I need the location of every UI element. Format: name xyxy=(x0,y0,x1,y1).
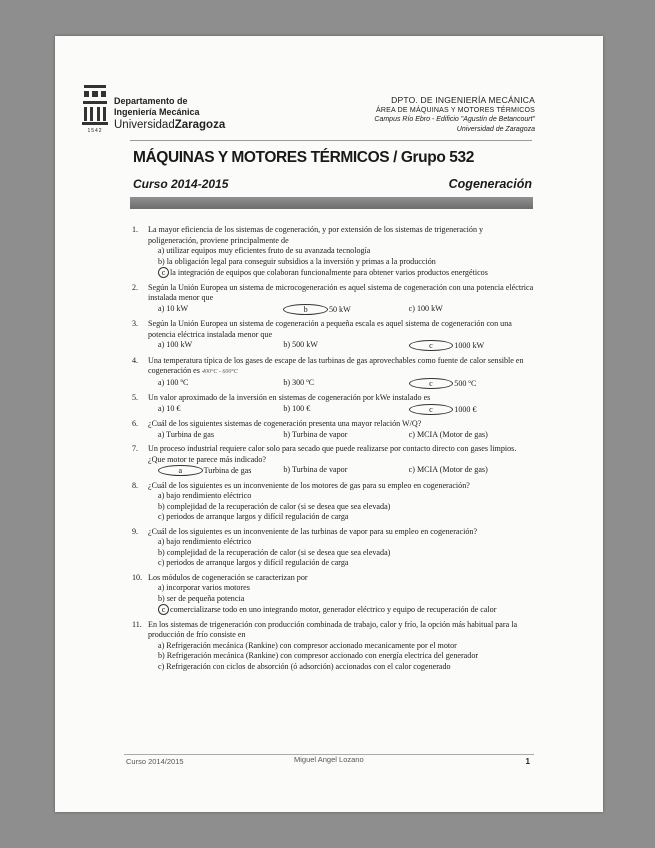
answer-option: c) Refrigeración con ciclos de absorción (ó adsorción) accionados con el calor cogenerado xyxy=(158,661,451,671)
answer-option: a) bajo rendimiento eléctrico xyxy=(158,537,252,546)
answer-option: b) Refrigeración mecánica (Rankine) con compresor accionado con energía electrica del generador xyxy=(158,651,479,660)
page-footer xyxy=(124,754,534,766)
answer-option: a) Turbina de gas xyxy=(158,429,214,439)
question-text: Según la Unión Europea un sistema de microcogeneración es aquel sistema de cogeneración con una potencia eléctrica instalada menor que xyxy=(148,282,534,302)
footer-course: Curso 2014/2015 xyxy=(126,757,184,766)
question-item xyxy=(132,573,534,616)
answer-option: a) utilizar equipos muy eficientes fruto de su avanzada tecnología xyxy=(158,246,371,255)
answer-option: a) 100 kW xyxy=(158,340,193,349)
answer-option: b 50 kW xyxy=(283,304,408,316)
question-item xyxy=(132,527,534,569)
answer-option: a) bajo rendimiento eléctrico xyxy=(158,491,252,500)
answer-option: c 500 ºC xyxy=(409,378,534,390)
question-number: 5. xyxy=(132,393,139,402)
question-number: 2. xyxy=(132,282,139,292)
question-item xyxy=(132,620,534,673)
course-label: Curso 2014-2015 xyxy=(133,177,229,191)
answer-option: a) 10 kW xyxy=(158,303,189,313)
footer-author: Miguel Angel Lozano xyxy=(294,755,364,764)
answer-option: a) 10 € xyxy=(158,403,181,413)
answer-option: a Turbina de gas xyxy=(158,465,283,477)
title-band xyxy=(130,197,533,209)
university-line-2: Ingeniería Mecánica xyxy=(114,107,200,117)
answer-option: c) periodos de arranque largos y difícil regulación de carga xyxy=(158,512,349,521)
question-item xyxy=(132,225,534,279)
university-line-3: UniversidadZaragoza xyxy=(114,119,226,131)
answer-option: b) 300 ºC xyxy=(283,377,315,387)
question-text: ¿Cuál de los siguientes sistemas de cogeneración presenta una mayor relación W/Q? xyxy=(148,419,422,428)
header-divider xyxy=(130,140,532,141)
logo-year: 1542 xyxy=(87,128,103,134)
question-text: Una temperatura típica de los gases de escape de las turbinas de gas aprovechables como fuente de calor sensible en cogeneración es 400°C - 600°C xyxy=(148,355,524,375)
question-number: 3. xyxy=(132,319,139,328)
question-text: Los módulos de cogeneración se caracterizan por xyxy=(148,572,308,582)
question-item xyxy=(132,319,534,352)
answer-option: a) incorporar varios motores xyxy=(158,583,250,592)
answer-option: b) ser de pequeña potencia xyxy=(158,593,245,603)
question-number: 6. xyxy=(132,419,139,428)
circled-answer-mark: c xyxy=(409,378,454,389)
dept-line-2: ÁREA DE MÁQUINAS Y MOTORES TÉRMICOS xyxy=(376,106,535,114)
question-number: 9. xyxy=(132,526,139,536)
answer-option: b) la obligación legal para conseguir subsidios a la inversión y primas a la producción xyxy=(158,256,436,266)
answer-option: b) 500 kW xyxy=(283,340,318,349)
question-list xyxy=(132,225,534,676)
university-block xyxy=(114,96,225,132)
question-item xyxy=(132,283,534,316)
department-block xyxy=(374,96,535,134)
question-text: En los sistemas de trigeneración con producción combinada de trabajo, calor y frío, la opción más habitual para la producción de frío consiste en xyxy=(148,619,518,639)
question-item xyxy=(132,356,534,390)
question-text: ¿Cuál de los siguientes es un inconveniente de las turbinas de vapor para su empleo en cogeneración? xyxy=(148,526,478,536)
circled-answer-mark: c xyxy=(409,404,454,415)
answer-option: c) MCIA (Motor de gas) xyxy=(408,465,488,474)
question-item xyxy=(132,481,534,523)
question-item xyxy=(132,444,534,477)
answer-option: a) 100 ºC xyxy=(158,377,189,387)
answer-option: b) Turbina de vapor xyxy=(283,465,348,474)
answer-option: c 1000 € xyxy=(409,404,534,416)
answer-option: c la integración de equipos que colaboran funcionalmente para obtener varios productos energéticos xyxy=(158,267,534,279)
answer-option: b) 100 € xyxy=(283,403,311,413)
question-text: Un proceso industrial requiere calor solo para secado que puede realizarse por contacto directo con gases limpios. ¿Que motor te parece más indicado? xyxy=(148,444,517,464)
answer-option: c) 100 kW xyxy=(408,303,443,313)
answer-option: b) complejidad de la recuperación de calor (si se desea que sea elevada) xyxy=(158,501,391,511)
dept-line-1: DPTO. DE INGENIERÍA MECÁNICA xyxy=(391,95,535,105)
answer-option: c) periodos de arranque largos y difícil regulación de carga xyxy=(158,558,349,567)
question-number: 4. xyxy=(132,355,139,365)
circled-answer-mark: b xyxy=(283,304,328,315)
answer-option: c comercializarse todo en uno integrando motor, generador eléctrico y equipo de recuperación de calor xyxy=(158,604,534,616)
question-number: 7. xyxy=(132,444,139,453)
question-text: ¿Cuál de los siguientes es un inconveniente de los motores de gas para su empleo en cogeneración? xyxy=(148,480,470,490)
question-number: 8. xyxy=(132,480,139,490)
answer-option: a) Refrigeración mecánica (Rankine) con compresor accionado mecanicamente por el motor xyxy=(158,640,457,650)
answer-option: c) MCIA (Motor de gas) xyxy=(408,429,488,439)
subject-label: Cogeneración xyxy=(448,177,532,191)
circled-answer-mark: a xyxy=(158,465,203,476)
page-title: MÁQUINAS Y MOTORES TÉRMICOS / Grupo 532 xyxy=(133,149,474,166)
question-number: 10. xyxy=(132,572,143,582)
question-number: 1. xyxy=(132,225,139,234)
answer-option: b) Turbina de vapor xyxy=(283,429,348,439)
answer-option: b) complejidad de la recuperación de calor (si se desea que sea elevada) xyxy=(158,547,391,557)
handwritten-note: 400°C - 600°C xyxy=(201,369,238,375)
question-item xyxy=(132,419,534,440)
question-text: La mayor eficiencia de los sistemas de cogeneración, y por extensión de los sistemas de trigeneración y poligeneración, proviene principalmente de xyxy=(148,225,484,245)
question-number: 11. xyxy=(132,619,142,629)
circled-answer-mark: c xyxy=(158,604,169,615)
university-line-1: Departamento de xyxy=(114,96,188,106)
page-number: 1 xyxy=(525,757,530,766)
answer-option: c 1000 kW xyxy=(409,340,534,352)
question-text: Según la Unión Europea un sistema de cogeneración a pequeña escala es aquel sistema de cogeneración con una potencia eléctrica instalada menor que xyxy=(148,319,512,339)
question-item xyxy=(132,393,534,415)
dept-line-3: Campus Río Ebro - Edificio "Agustín de Betancourt" xyxy=(374,116,535,123)
circled-answer-mark: c xyxy=(158,267,169,278)
circled-answer-mark: c xyxy=(409,340,454,351)
dept-line-4: Universidad de Zaragoza xyxy=(456,125,535,133)
question-text: Un valor aproximado de la inversión en sistemas de cogeneración por kWe instalado es xyxy=(148,393,431,402)
